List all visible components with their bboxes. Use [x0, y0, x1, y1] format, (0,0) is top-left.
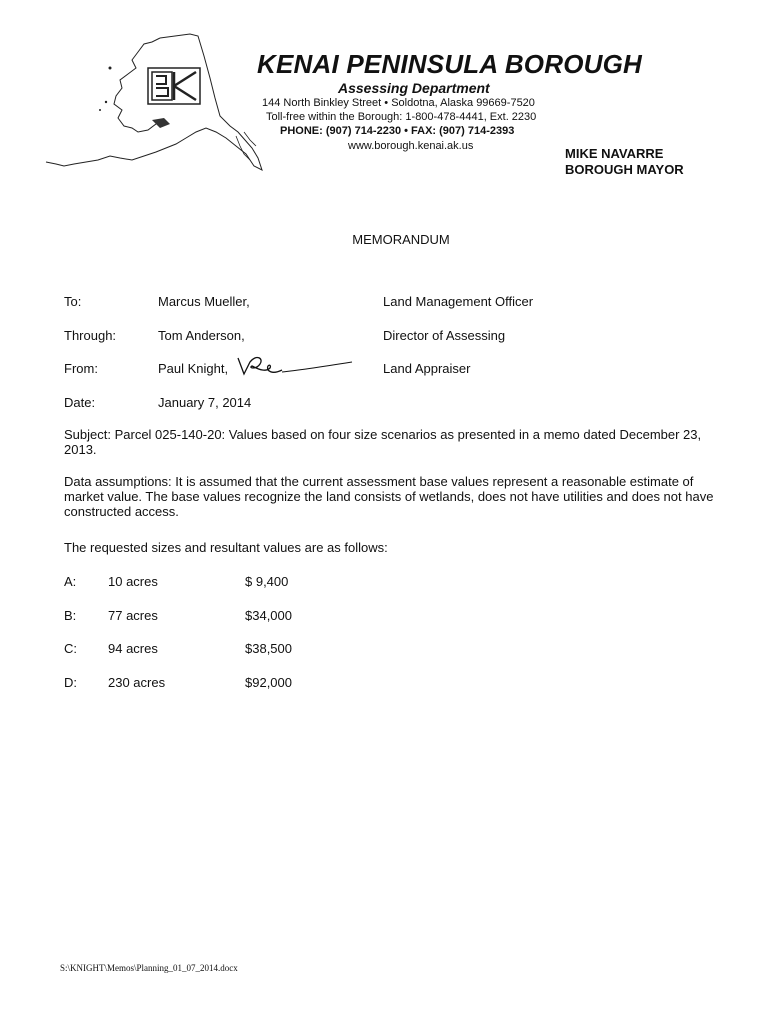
value-size: 10 acres — [108, 574, 158, 589]
to-title: Land Management Officer — [383, 294, 534, 309]
website-link[interactable]: www.borough.kenai.ak.us — [348, 140, 474, 152]
through-name: Tom Anderson, — [158, 328, 245, 343]
value-amount: $ 9,400 — [245, 574, 289, 589]
assumptions-paragraph: Data assumptions: It is assumed that the current assessment base values represent a reasonable estimate of market value. The base values recognize the land consists of wetlands, does not have utilities and does not have constructed access. — [64, 474, 714, 519]
to-name: Marcus Mueller, — [158, 294, 250, 309]
department-name: Assessing Department — [338, 80, 490, 96]
from-name: Paul Knight, — [158, 361, 229, 376]
through-title: Director of Assessing — [383, 328, 506, 343]
value-amount: $34,000 — [245, 608, 292, 623]
tollfree-line: Toll-free within the Borough: 1-800-478-4441, Ext. 2230 — [266, 111, 537, 123]
intro-paragraph: The requested sizes and resultant values are as follows: — [64, 540, 388, 555]
value-letter: B: — [64, 608, 77, 623]
from-label: From: — [64, 361, 98, 376]
to-label: To: — [64, 294, 82, 309]
phone-fax-line: PHONE: (907) 714-2230 • FAX: (907) 714-2393 — [280, 125, 515, 137]
signature-initials — [232, 352, 357, 386]
file-path-footer: S:\KNIGHT\Memos\Planning_01_07_2014.docx — [60, 963, 238, 973]
date-label: Date: — [64, 395, 96, 410]
value-size: 94 acres — [108, 641, 158, 656]
svg-text:KPB: KPB — [174, 107, 185, 113]
address-line: 144 North Binkley Street • Soldotna, Alaska 99669-7520 — [262, 97, 535, 109]
alaska-map-logo — [40, 28, 270, 178]
subject-paragraph: Subject: Parcel 025-140-20: Values based on four size scenarios as presented in a memo dated December 23, 2013. — [64, 427, 702, 457]
mayor-title: BOROUGH MAYOR — [565, 162, 684, 177]
mayor-name: MIKE NAVARRE — [565, 146, 664, 161]
value-amount: $38,500 — [245, 641, 292, 656]
memo-title: MEMORANDUM — [352, 232, 450, 247]
organization-name: KENAI PENINSULA BOROUGH — [257, 49, 642, 79]
value-size: 230 acres — [108, 675, 166, 690]
from-title: Land Appraiser — [383, 361, 471, 376]
value-letter: D: — [64, 675, 77, 690]
value-size: 77 acres — [108, 608, 158, 623]
value-letter: A: — [64, 574, 77, 589]
through-label: Through: — [64, 328, 117, 343]
value-amount: $92,000 — [245, 675, 292, 690]
value-letter: C: — [64, 641, 77, 656]
date-value: January 7, 2014 — [158, 395, 252, 410]
